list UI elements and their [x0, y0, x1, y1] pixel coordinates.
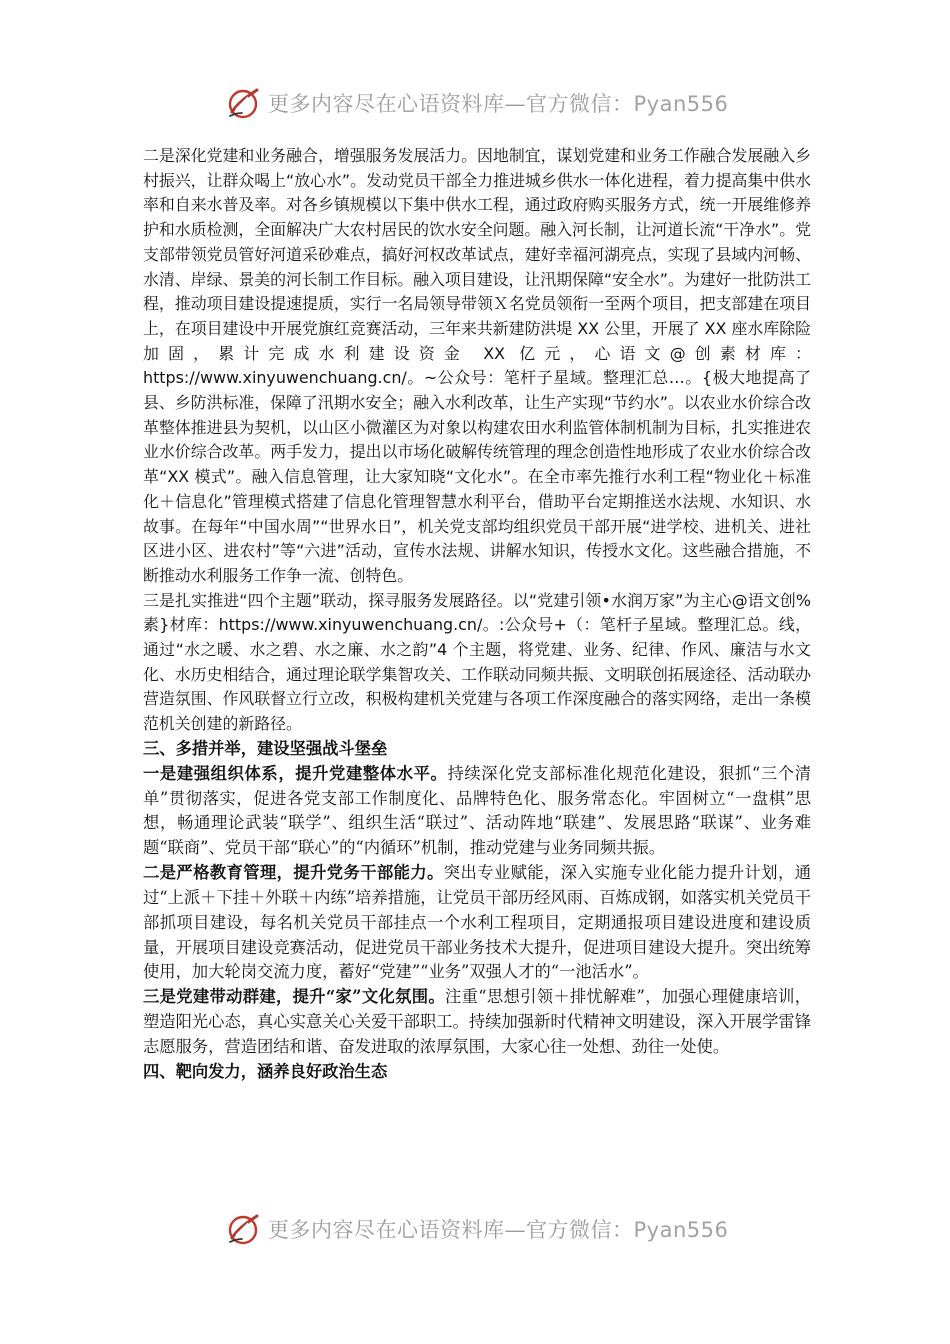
paragraph-lead: 一是建强组织体系，提升党建整体水平。: [143, 763, 448, 783]
paragraph-lead: 三是党建带动群建，提升“家”文化氛围。: [143, 987, 445, 1007]
section-heading-4: 四、靶向发力，涵养良好政治生态: [143, 1061, 388, 1081]
paragraph-group-building: [143, 985, 811, 1060]
banner-wechat-id: Pyan556: [633, 92, 729, 116]
paragraph-education-management: [143, 861, 811, 985]
header-banner: [226, 84, 746, 122]
banner-text-cn: 更多内容尽在心语资料库—官方微信：: [268, 1218, 634, 1242]
footer-banner: [226, 1210, 746, 1248]
banner-text: [268, 1214, 728, 1244]
paragraph-four-themes: 三是扎实推进“四个主题”联动，探寻服务发展路径。以“党建引领•水润万家”为主心@语文创%素}材库：https://www.xinyuwenchuang.cn/。:公众号+（：笔杆子星域。整理汇总。线，通过“水之暖、水之碧、水之廉、水之韵”4 个主题，将党建、业务、纪律、作风、廉洁与水文化、水历史相结合，通过理论联学集智攻关、工作联动同频共振、文明联创拓展途径、活动联办营造氛围、作风联督立行立改，积极构建机关党建与各项工作深度融合的落实网络，走出一条模范机关创建的新路径。: [143, 590, 811, 734]
banner-text-cn: 更多内容尽在心语资料库—官方微信：: [268, 92, 634, 116]
document-body: [143, 144, 811, 1085]
paragraph-body: 持续深化党支部标准化规范化建设，狠抓“三个清单”贯彻落实，促进各党支部工作制度化、品牌特色化、服务常态化。牢固树立“一盘棋”思想，畅通理论武装“联学”、组织生活“联过”、活动阵地“联建”、发展思路“联谋”、业务难题“联商”、党员干部“联心”的“内循环”机制，推动党建与业务同频共振。: [143, 763, 811, 858]
paragraph-body: 突出专业赋能，深入实施专业化能力提升计划，通过“上派＋下挂＋外联＋内练”培养措施，让党员干部历经风雨、百炼成钢，如落实机关党员干部抓项目建设，每名机关党员干部挂点一个水利工程项目，定期通报项目建设进度和建设质量，开展项目建设竞赛活动，促进党员干部业务技术大提升，促进项目建设大提升。突出统筹使用，加大轮岗交流力度，蓄好“党建”“业务”双强人才的“一池活水”。: [143, 863, 811, 982]
pen-logo-icon: [226, 1211, 262, 1247]
banner-text: [268, 88, 728, 118]
paragraph-lead: 二是严格教育管理，提升党务干部能力。: [143, 863, 444, 883]
section-heading-3: 三、多措并举，建设坚强战斗堡垒: [143, 738, 388, 758]
paragraph-organization-system: [143, 762, 811, 861]
paragraph-body: 注重“思想引领＋排忧解难”，加强心理健康培训，塑造阳光心态，真心实意关心关爱干部职工。持续加强新时代精神文明建设，深入开展学雷锋志愿服务，营造团结和谐、奋发进取的浓厚氛围，大家心往一处想、劲往一处使。: [143, 987, 811, 1056]
paragraph-business-integration: 二是深化党建和业务融合，增强服务发展活力。因地制宜，谋划党建和业务工作融合发展融入乡村振兴，让群众喝上“放心水”。发动党员干部全力推进城乡供水一体化进程，着力提高集中供水率和自来水普及率。对各乡镇规模以下集中供水工程，通过政府购买服务方式，统一开展维修养护和水质检测，全面解决广大农村居民的饮水安全问题。融入河长制，让河道长流“干净水”。党支部带领党员管好河道采砂难点，搞好河权改革试点，建好幸福河湖亮点，实现了县域内河畅、水清、岸绿、景美的河长制工作目标。融入项目建设，让汛期保障“安全水”。为建好一批防洪工程，推动项目建设提速提质，实行一名局领导带领Ｘ名党员领衔一至两个项目，把支部建在项目上，在项目建设中开展党旗红竞赛活动，三年来共新建防洪堤 XX 公里，开展了 XX 座水库除险加固，累计完成水利建设资金 XX 亿元，心语文@创素材库：https://www.xinyuwenchuang.cn/。~公众号：笔杆子星域。整理汇总…。{极大地提高了县、乡防洪标准，保障了汛期水安全；融入水利改革，让生产实现“节约水”。以农业水价综合改革整体推进县为契机，以山区小微灌区为对象以构建农田水利监管体制机制为目标，扎实推进农业水价综合改革。两手发力，提出以市场化破解传统管理的理念创造性地形成了农业水价综合改革“XX 模式”。融入信息管理，让大家知晓“文化水”。在全市率先推行水利工程“物业化＋标准化＋信息化”管理模式搭建了信息化管理智慧水利平台，借助平台定期推送水法规、水知识、水故事。在每年“中国水周”“世界水日”，机关党支部均组织党员干部开展“进学校、进机关、进社区进小区、进农村”等“六进”活动，宣传水法规、讲解水知识，传授水文化。这些融合措施，不断推动水利服务工作争一流、创特色。: [143, 146, 811, 585]
banner-wechat-id: Pyan556: [633, 1218, 729, 1242]
pen-logo-icon: [226, 85, 262, 121]
